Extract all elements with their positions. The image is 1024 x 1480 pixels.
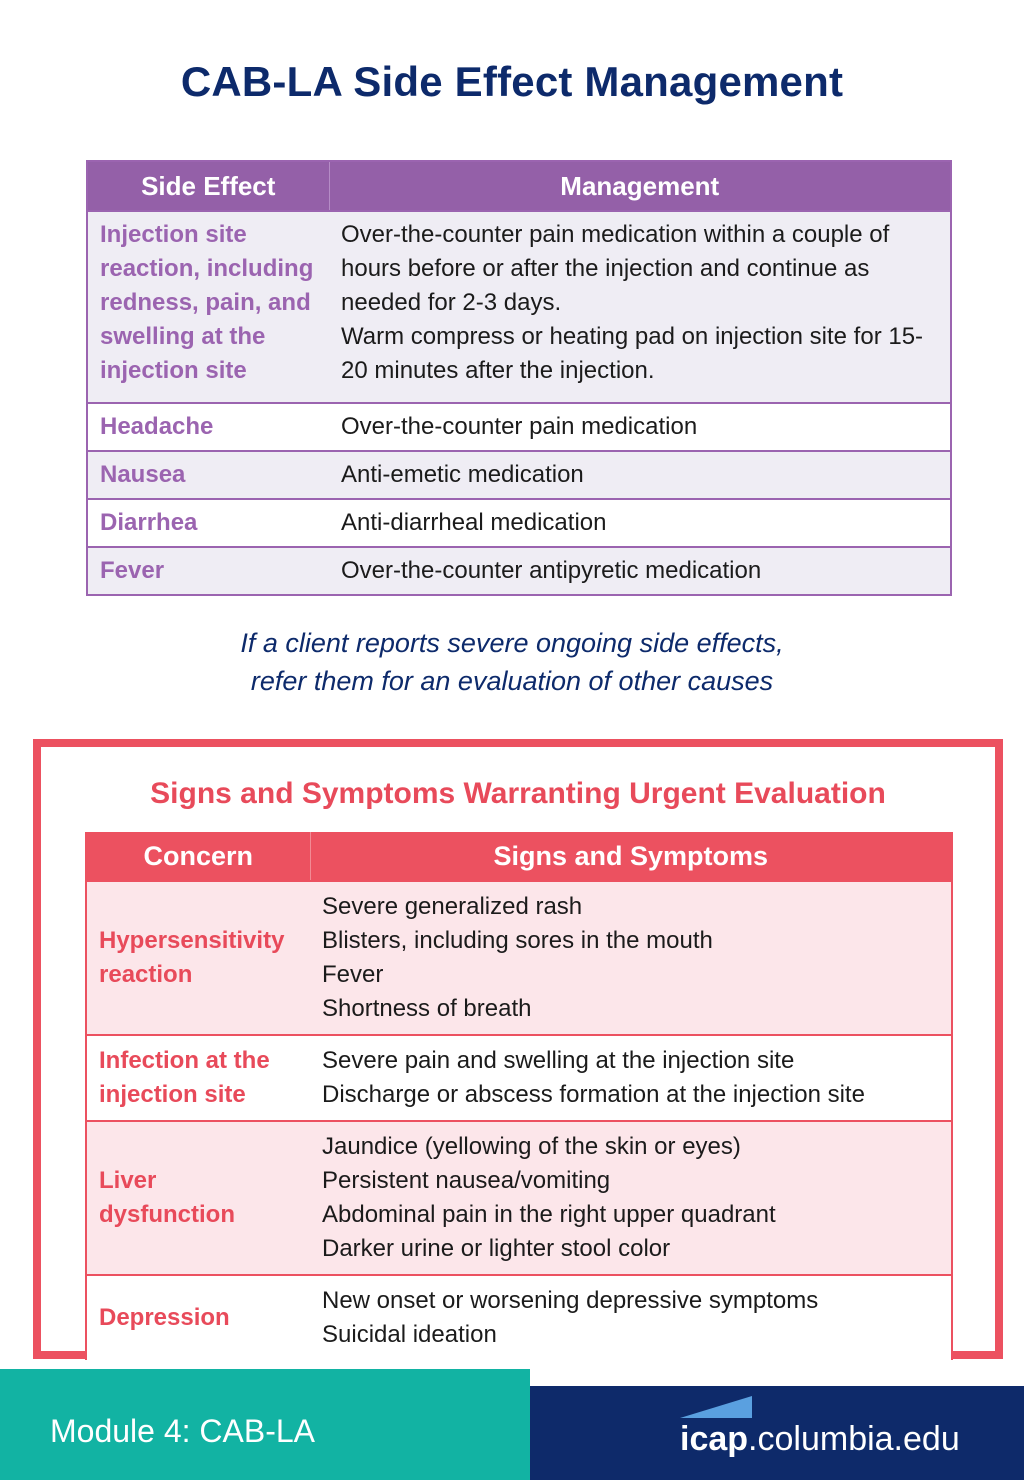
management-cell: Anti-emetic medication [329, 451, 951, 499]
urgent-evaluation-box [33, 739, 1003, 1359]
signs-cell [310, 1035, 952, 1121]
sign-line: Darker urine or lighter stool color [322, 1235, 671, 1262]
icap-logo[interactable] [680, 1420, 960, 1459]
concern-cell: Hypersensitivity reaction [86, 881, 310, 1035]
management-line: Over-the-counter pain medication within a couple of hours before or after the injection and continue as needed for 2-3 days. [341, 221, 890, 316]
signs-cell [310, 1275, 952, 1360]
side-effect-cell: Nausea [87, 451, 329, 499]
sign-line: Fever [322, 961, 384, 988]
table-row [87, 499, 951, 547]
management-cell [329, 211, 951, 403]
page-title: CAB-LA Side Effect Management [180, 58, 844, 105]
sign-line: Jaundice (yellowing of the skin or eyes) [322, 1133, 741, 1160]
signs-cell [310, 881, 952, 1035]
referral-note-line: If a client reports severe ongoing side effects, [240, 628, 784, 658]
referral-note [0, 624, 1024, 700]
signs-cell [310, 1121, 952, 1275]
side-effect-cell: Diarrhea [87, 499, 329, 547]
referral-note-line: refer them for an evaluation of other causes [250, 666, 774, 696]
sign-line: Persistent nausea/vomiting [322, 1167, 611, 1194]
management-line: Warm compress or heating pad on injection site for 15-20 minutes after the injection. [341, 323, 924, 384]
side-effect-cell: Fever [87, 547, 329, 595]
sign-line: Severe generalized rash [322, 893, 583, 920]
table-row [87, 403, 951, 451]
icap-logo-bold-text: icap [680, 1420, 749, 1458]
footer-module-band [0, 1369, 530, 1480]
urgent-evaluation-title: Signs and Symptoms Warranting Urgent Evaluation [150, 777, 886, 810]
table-row [87, 451, 951, 499]
table-row [86, 1275, 952, 1360]
table-row [86, 1121, 952, 1275]
urgent-evaluation-table [85, 832, 953, 1360]
table-row [86, 1035, 952, 1121]
table-row [87, 211, 951, 403]
signs-column-header: Signs and Symptoms [310, 832, 952, 881]
management-column-header: Management [329, 161, 951, 211]
sign-line: Abdominal pain in the right upper quadrant [322, 1201, 776, 1228]
side-effect-cell: Headache [87, 403, 329, 451]
sign-line: Suicidal ideation [322, 1321, 497, 1348]
management-cell: Over-the-counter pain medication [329, 403, 951, 451]
table-row [86, 881, 952, 1035]
urgent-table-header [86, 832, 952, 881]
table-row [87, 547, 951, 595]
concern-cell: Depression [86, 1275, 310, 1360]
management-cell: Anti-diarrheal medication [329, 499, 951, 547]
management-cell: Over-the-counter antipyretic medication [329, 547, 951, 595]
side-effect-table-header [87, 161, 951, 211]
side-effect-table [86, 160, 952, 596]
footer-logo-band [530, 1386, 1024, 1480]
side-effect-column-header: Side Effect [87, 161, 329, 211]
concern-cell: Infection at the injection site [86, 1035, 310, 1121]
icap-logo-domain-text: .columbia.edu [748, 1420, 960, 1458]
sign-line: Severe pain and swelling at the injection site [322, 1047, 795, 1074]
footer-module-label: Module 4: CAB-LA [50, 1413, 316, 1449]
sign-line: Shortness of breath [322, 995, 532, 1022]
icap-logo-mark-icon [680, 1396, 752, 1418]
sign-line: New onset or worsening depressive symptoms [322, 1287, 819, 1314]
sign-line: Discharge or abscess formation at the injection site [322, 1081, 865, 1108]
sign-line: Blisters, including sores in the mouth [322, 927, 713, 954]
concern-cell: Liver dysfunction [86, 1121, 310, 1275]
concern-column-header: Concern [86, 832, 310, 881]
side-effect-cell: Injection site reaction, including redness, pain, and swelling at the injection site [87, 211, 329, 403]
